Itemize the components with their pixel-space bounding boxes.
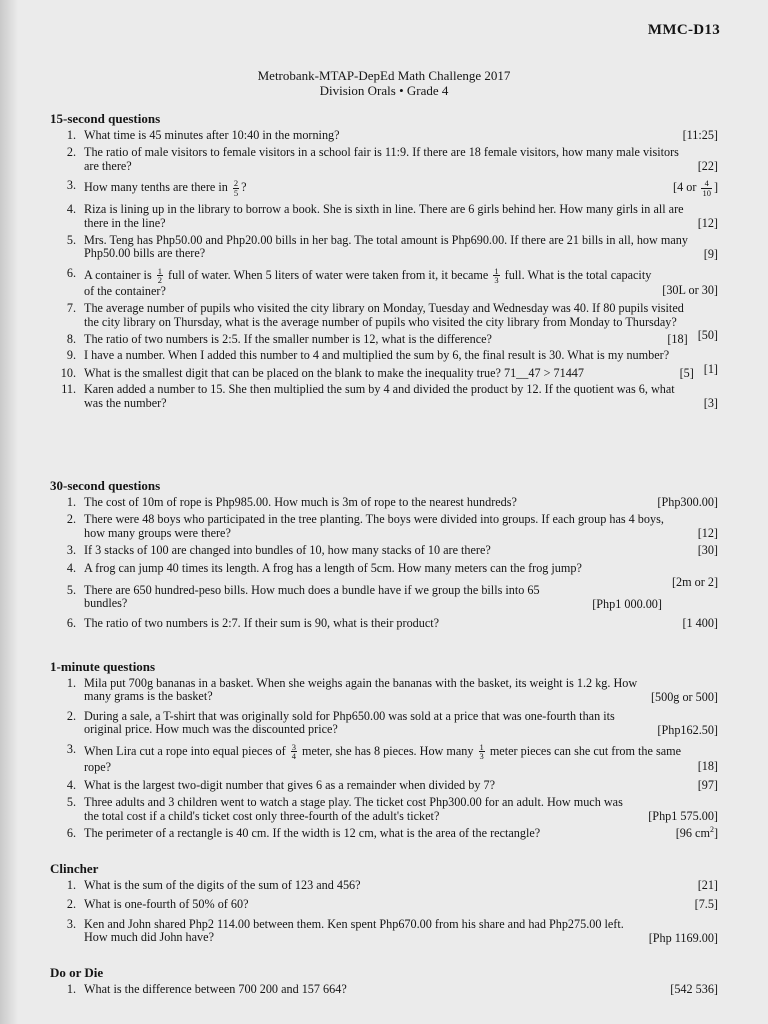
question-number: 11. — [61, 382, 76, 397]
question-number: 1. — [66, 675, 76, 690]
answer-fraction — [701, 179, 712, 197]
question-text: There are 650 hundred-peso bills. How much does a bundle have if we group the bills into 65 bundles? — [84, 582, 540, 611]
question-text-part: meter pieces can she cut from the same rope? — [84, 743, 682, 774]
answer: [3] — [703, 396, 718, 411]
answer: [11:25] — [682, 127, 718, 142]
section-title: 15-second questions — [50, 111, 161, 126]
answer: [22] — [697, 159, 718, 174]
fraction-numerator: 1 — [494, 265, 499, 276]
question-fraction — [157, 267, 163, 285]
answer: [Php 1169.00] — [648, 930, 718, 945]
subtitle-grade: Grade 4 — [406, 83, 449, 98]
question-item — [50, 584, 722, 611]
question-text: Riza is lining up in the library to borrow a book. She is sixth in line. There are 6 girls behind her. How many girls in all are there in the line? — [84, 202, 684, 230]
answer: [7.5] — [694, 897, 718, 912]
question-number: 1. — [66, 981, 76, 996]
question-item — [50, 898, 722, 912]
answer: [21] — [697, 877, 718, 892]
question-item — [50, 234, 722, 261]
question-number: 9. — [66, 348, 76, 363]
section-title: Clincher — [50, 861, 99, 876]
fraction-denominator: 3 — [479, 751, 484, 762]
question-text: I have a number. When I added this number to 4 and multiplied the sum by 6, the final result is 30. What is my number? — [84, 348, 670, 363]
document-code: MMC-D13 — [647, 22, 720, 38]
question-item — [50, 827, 722, 841]
section-1-minute — [50, 660, 722, 841]
fraction-numerator: 1 — [479, 741, 484, 752]
question-item — [50, 333, 722, 347]
question-text-part: full of water. When 5 liters of water were taken from it, it became — [165, 267, 492, 282]
bullet-separator: • — [399, 83, 404, 98]
question-number: 1. — [66, 127, 76, 142]
question-item — [50, 677, 722, 704]
answer: [Php1 000.00] — [592, 596, 662, 611]
question-item — [50, 179, 722, 197]
question-item — [50, 743, 722, 775]
answer: [542 536] — [670, 981, 718, 996]
question-text — [84, 265, 652, 298]
question-item — [50, 560, 722, 589]
answer: [30] — [697, 543, 718, 558]
answer: [Php300.00] — [657, 494, 718, 509]
question-text: Karen added a number to 15. She then multiplied the sum by 4 and divided the product by 12. If the quotient was 6, what was the number? — [84, 382, 675, 410]
question-text-part: ? — [241, 180, 247, 195]
answer: [5] — [679, 365, 694, 380]
question-number: 4. — [66, 202, 76, 217]
question-number: 7. — [66, 301, 76, 316]
question-number: 2. — [66, 512, 76, 527]
question-number: 2. — [66, 708, 76, 723]
question-text: The ratio of male visitors to female visitors in a school fair is 11:9. If there are 18 female visitors, how many male visitors are there? — [84, 145, 679, 173]
question-text-part: meter, she has 8 pieces. How many — [298, 743, 477, 758]
answer: [9] — [703, 246, 718, 261]
question-text: What is the largest two-digit number that gives 6 as a remainder when divided by 7? — [84, 777, 495, 792]
question-number: 3. — [66, 178, 76, 193]
answer: [12] — [697, 216, 718, 231]
question-text: The cost of 10m of rope is Php985.00. How much is 3m of rope to the nearest hundreds? — [84, 494, 517, 509]
fraction-numerator: 1 — [157, 265, 162, 276]
question-item — [50, 203, 722, 230]
question-number: 1. — [66, 877, 76, 892]
question-text: Mrs. Teng has Php50.00 and Php20.00 bills in her bag. The total amount is Php690.00. If there are 21 bills in all, how many Php50.00 bills are there? — [84, 232, 688, 261]
fraction-denominator: 10 — [702, 187, 711, 198]
question-number: 4. — [66, 777, 76, 792]
question-text: What is the difference between 700 200 and 157 664? — [84, 981, 347, 996]
answer: [500g or 500] — [650, 689, 718, 704]
question-item — [50, 496, 722, 510]
answer: [1 400] — [682, 615, 718, 630]
question-text — [84, 741, 682, 774]
answer: [18] — [697, 758, 718, 773]
answer: [30L or 30] — [662, 282, 718, 297]
fraction-denominator: 4 — [291, 751, 296, 762]
fraction-denominator: 2 — [157, 275, 162, 286]
section-30-second — [50, 479, 722, 630]
answer: [1] — [703, 362, 718, 377]
fraction-denominator: 5 — [233, 187, 239, 198]
question-text: The average number of pupils who visited the city library on Monday, Tuesday and Wednesday was 40. If 80 pupils visited the city library on Thursday, what is the average number of pupils who visited the city library from Monday to Thursday? — [84, 301, 684, 329]
question-item — [50, 267, 722, 299]
document-header — [0, 68, 768, 98]
question-text: There were 48 boys who participated in the tree planting. The boys were divided into groups. If each group has 4 boys, how many groups were there? — [84, 512, 664, 540]
question-text: A frog can jump 40 times its length. A frog has a length of 5cm. How many meters can the frog jump? — [84, 560, 582, 575]
question-item — [50, 796, 722, 823]
section-do-or-die — [50, 966, 722, 996]
question-text — [84, 178, 247, 198]
answer-superscript: 2 — [709, 825, 714, 835]
question-number: 3. — [66, 916, 76, 931]
answer — [673, 179, 718, 197]
question-number: 6. — [66, 615, 76, 630]
question-number: 10. — [60, 365, 76, 380]
question-text: What is the sum of the digits of the sum of 123 and 456? — [84, 877, 361, 892]
question-number: 5. — [66, 582, 76, 597]
question-item — [50, 367, 722, 381]
question-text-part: A container is — [84, 267, 155, 282]
question-text: During a sale, a T-shirt that was originally sold for Php650.00 was sold at a price that was one-fourth than its original price. How much was the discounted price? — [84, 708, 615, 737]
section-15-second — [50, 112, 722, 411]
question-text: The perimeter of a rectangle is 40 cm. If the width is 12 cm, what is the area of the rectangle? — [84, 826, 541, 841]
question-text: What is the smallest digit that can be placed on the blank to make the inequality true? 71__47 > 71447 — [84, 365, 584, 380]
fraction-denominator: 3 — [494, 275, 499, 286]
question-text-part: How many tenths are there in — [84, 180, 231, 195]
question-number: 6. — [66, 265, 76, 280]
question-item — [50, 617, 722, 631]
answer: [12] — [697, 526, 718, 541]
section-title: 1-minute questions — [50, 659, 156, 674]
page-edge-shadow — [0, 0, 18, 1024]
question-number: 6. — [66, 826, 76, 841]
fraction-numerator: 4 — [701, 179, 712, 189]
answer-text: ] — [713, 826, 718, 841]
question-item — [50, 383, 722, 410]
question-fraction — [233, 179, 239, 197]
question-item — [50, 146, 722, 173]
question-text: Ken and John shared Php2 114.00 between them. Ken spent Php670.00 from his share and had Php275.00 left. How much did John have? — [84, 916, 624, 945]
question-fraction — [479, 743, 485, 761]
question-text: The ratio of two numbers is 2:5. If the smaller number is 12, what is the difference? — [84, 331, 492, 346]
answer: [50] — [697, 328, 718, 343]
question-text-part: When Lira cut a rope into equal pieces of — [84, 743, 289, 758]
question-fraction — [291, 743, 297, 761]
question-number: 5. — [66, 232, 76, 247]
section-title: Do or Die — [50, 965, 104, 980]
question-text-part: full. What is the total capacity of the container? — [84, 267, 652, 298]
question-number: 4. — [66, 560, 76, 575]
answer: [2m or 2] — [671, 574, 718, 589]
question-text: The ratio of two numbers is 2:7. If their sum is 90, what is their product? — [84, 615, 440, 630]
question-item — [50, 879, 722, 893]
question-number: 3. — [66, 543, 76, 558]
question-item — [50, 513, 722, 540]
answer: [Php1 575.00] — [648, 809, 718, 824]
question-number: 8. — [66, 331, 76, 346]
question-item — [50, 129, 722, 143]
question-number: 3. — [66, 741, 76, 756]
document-subtitle — [0, 83, 768, 98]
fraction-numerator: 2 — [233, 178, 239, 189]
question-text: What is one-fourth of 50% of 60? — [84, 897, 249, 912]
answer-text: [96 cm — [675, 826, 710, 841]
fraction-numerator: 3 — [291, 741, 296, 752]
answer: [Php162.50] — [657, 722, 718, 737]
question-text: Three adults and 3 children went to watch a stage play. The ticket cost Php300.00 for an adult. How much was the total cost if a child's ticket cost only three-fourth of the adult's ticket? — [84, 795, 623, 823]
answer-text: ] — [713, 180, 718, 195]
section-title: 30-second questions — [50, 478, 161, 493]
document-title: Metrobank-MTAP-DepEd Math Challenge 2017 — [257, 68, 511, 83]
question-item — [50, 983, 722, 997]
question-text: If 3 stacks of 100 are changed into bundles of 10, how many stacks of 10 are there? — [84, 543, 491, 558]
question-item — [50, 918, 722, 945]
answer: [97] — [697, 777, 718, 792]
section-clincher — [50, 862, 722, 945]
question-number: 2. — [66, 897, 76, 912]
answer — [676, 827, 718, 841]
answer-text: [4 or — [673, 180, 700, 195]
answer: [18] — [667, 331, 688, 346]
question-number: 2. — [66, 145, 76, 160]
subtitle-level: Division Orals — [319, 83, 396, 98]
question-item — [50, 710, 722, 737]
question-item — [50, 779, 722, 793]
question-text: What time is 45 minutes after 10:40 in the morning? — [84, 127, 340, 142]
question-item — [50, 544, 722, 558]
question-number: 1. — [66, 494, 76, 509]
question-number: 5. — [66, 795, 76, 810]
question-fraction — [493, 267, 499, 285]
question-text: Mila put 700g bananas in a basket. When she weighs again the bananas with the basket, its weight is 1.2 kg. How many grams is the basket? — [84, 675, 638, 704]
